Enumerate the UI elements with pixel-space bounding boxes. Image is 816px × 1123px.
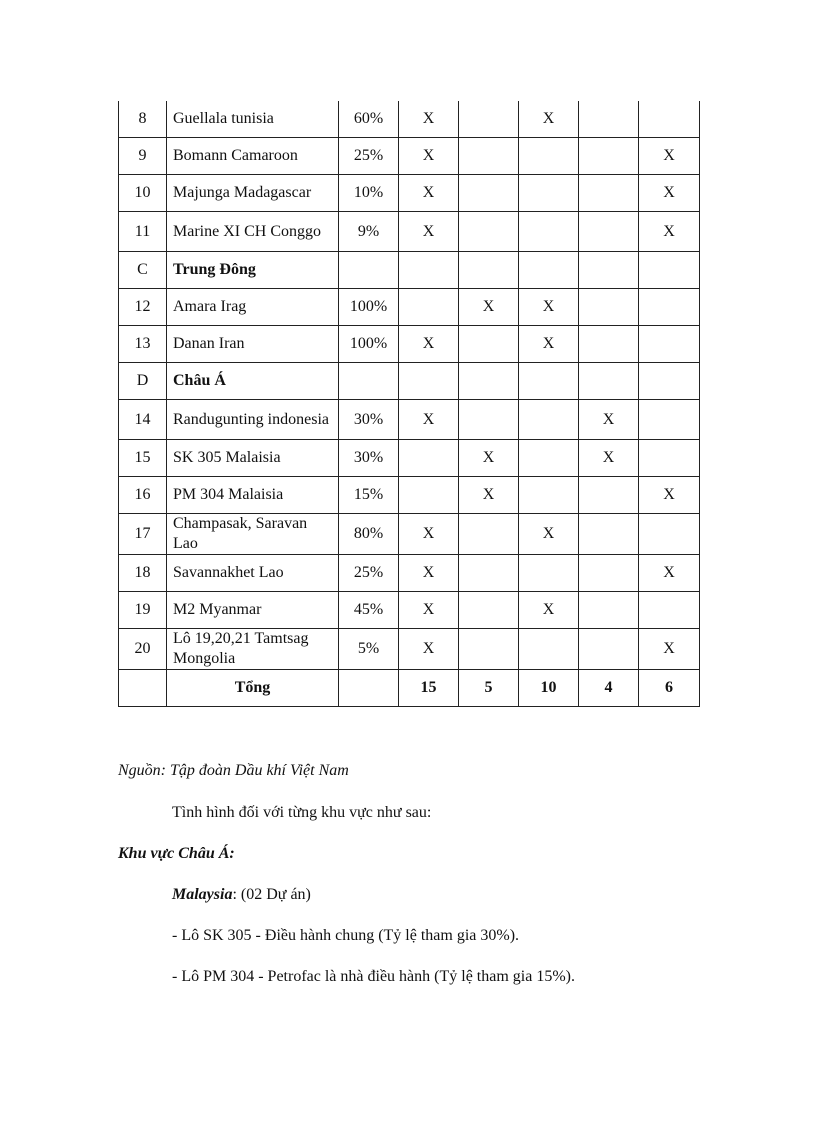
project-name: Trung Đông [167,252,339,289]
mark-cell [579,212,639,252]
mark-cell: X [399,101,459,138]
mark-cell [579,138,639,175]
mark-cell [519,629,579,670]
mark-cell [519,175,579,212]
total-value: 4 [579,670,639,707]
table-row [119,629,700,670]
empty-cell [579,252,639,289]
table-row [119,592,700,629]
mark-cell [519,400,579,440]
section-row [119,252,700,289]
project-name: Majunga Madagascar [167,175,339,212]
mark-cell [519,477,579,514]
mark-cell: X [399,138,459,175]
empty-cell [519,252,579,289]
mark-cell [399,477,459,514]
row-number: 19 [119,592,167,629]
mark-cell [579,514,639,555]
mark-cell: X [639,212,700,252]
mark-cell: X [639,138,700,175]
mark-cell [459,555,519,592]
project-table [118,101,700,707]
mark-cell [459,326,519,363]
project-name: Danan Iran [167,326,339,363]
mark-cell: X [519,326,579,363]
mark-cell [639,440,700,477]
mark-cell [459,629,519,670]
mark-cell: X [399,212,459,252]
row-number: 8 [119,101,167,138]
mark-cell [639,400,700,440]
mark-cell: X [579,400,639,440]
participation-percent: 60% [339,101,399,138]
table-row [119,326,700,363]
participation-percent: 100% [339,326,399,363]
project-name: M2 Myanmar [167,592,339,629]
mark-cell: X [459,440,519,477]
project-name: PM 304 Malaisia [167,477,339,514]
row-number: 16 [119,477,167,514]
country-name: Malaysia [172,886,233,903]
participation-percent: 10% [339,175,399,212]
empty-cell [459,363,519,400]
total-value: 15 [399,670,459,707]
row-number: 12 [119,289,167,326]
table-row [119,175,700,212]
table-row [119,477,700,514]
project-name: Marine XI CH Conggo [167,212,339,252]
table-row [119,101,700,138]
table-row [119,514,700,555]
empty-cell [639,252,700,289]
mark-cell: X [399,555,459,592]
mark-cell [639,289,700,326]
participation-percent: 25% [339,138,399,175]
total-row [119,670,700,707]
empty-cell [399,252,459,289]
participation-percent: 100% [339,289,399,326]
mark-cell [639,592,700,629]
project-name: Champasak, Saravan Lao [167,514,339,555]
mark-cell: X [399,400,459,440]
intro-paragraph: Tình hình đối với từng khu vực như sau: [172,804,432,821]
mark-cell [579,629,639,670]
mark-cell [579,477,639,514]
mark-cell: X [639,175,700,212]
total-label: Tổng [167,670,339,707]
mark-cell [399,440,459,477]
table-row [119,400,700,440]
project-name: Savannakhet Lao [167,555,339,592]
participation-percent: 30% [339,440,399,477]
participation-percent: 45% [339,592,399,629]
mark-cell [459,101,519,138]
mark-cell: X [519,289,579,326]
mark-cell [579,101,639,138]
mark-cell: X [519,592,579,629]
project-name: Guellala tunisia [167,101,339,138]
empty-cell [339,252,399,289]
bullet-2: - Lô PM 304 - Petrofac là nhà điều hành (Tỷ lệ tham gia 15%). [172,968,575,985]
row-number: 9 [119,138,167,175]
participation-percent: 15% [339,477,399,514]
mark-cell [459,592,519,629]
table-row [119,138,700,175]
mark-cell: X [399,326,459,363]
row-number: 20 [119,629,167,670]
mark-cell [399,289,459,326]
row-number: 17 [119,514,167,555]
mark-cell [579,289,639,326]
mark-cell [459,138,519,175]
total-value: 10 [519,670,579,707]
mark-cell [519,138,579,175]
project-name: Amara Irag [167,289,339,326]
mark-cell: X [519,101,579,138]
project-name: Châu Á [167,363,339,400]
mark-cell: X [639,629,700,670]
region-heading: Khu vực Châu Á: [118,845,235,862]
mark-cell [639,101,700,138]
participation-percent: 30% [339,400,399,440]
project-name: SK 305 Malaisia [167,440,339,477]
mark-cell: X [639,555,700,592]
table-row [119,289,700,326]
mark-cell [519,555,579,592]
mark-cell: X [579,440,639,477]
row-number: C [119,252,167,289]
empty-cell [639,363,700,400]
row-number: 14 [119,400,167,440]
total-value: 5 [459,670,519,707]
table-row [119,440,700,477]
mark-cell [459,175,519,212]
empty-cell [119,670,167,707]
mark-cell: X [399,514,459,555]
project-name: Lô 19,20,21 Tamtsag Mongolia [167,629,339,670]
mark-cell [459,400,519,440]
mark-cell [639,514,700,555]
row-number: 10 [119,175,167,212]
participation-percent: 5% [339,629,399,670]
mark-cell [639,326,700,363]
empty-cell [459,252,519,289]
mark-cell: X [639,477,700,514]
country-suffix: : (02 Dự án) [232,886,311,903]
row-number: 13 [119,326,167,363]
mark-cell: X [399,175,459,212]
mark-cell [459,212,519,252]
participation-percent: 9% [339,212,399,252]
row-number: 18 [119,555,167,592]
mark-cell [579,555,639,592]
mark-cell [519,440,579,477]
table-row [119,555,700,592]
mark-cell [579,592,639,629]
row-number: 11 [119,212,167,252]
empty-cell [579,363,639,400]
mark-cell [459,514,519,555]
mark-cell: X [459,477,519,514]
row-number: D [119,363,167,400]
mark-cell: X [399,629,459,670]
empty-cell [399,363,459,400]
participation-percent: 25% [339,555,399,592]
mark-cell [579,326,639,363]
mark-cell [579,175,639,212]
mark-cell: X [459,289,519,326]
empty-cell [519,363,579,400]
mark-cell: X [399,592,459,629]
empty-cell [339,363,399,400]
empty-cell [339,670,399,707]
source-note: Nguồn: Tập đoàn Dầu khí Việt Nam [118,762,349,779]
country-line [172,886,311,904]
bullet-1: - Lô SK 305 - Điều hành chung (Tỷ lệ tham gia 30%). [172,927,520,944]
total-value: 6 [639,670,700,707]
project-name: Bomann Camaroon [167,138,339,175]
mark-cell [519,212,579,252]
project-name: Randugunting indonesia [167,400,339,440]
row-number: 15 [119,440,167,477]
table-row [119,212,700,252]
participation-percent: 80% [339,514,399,555]
section-row [119,363,700,400]
mark-cell: X [519,514,579,555]
